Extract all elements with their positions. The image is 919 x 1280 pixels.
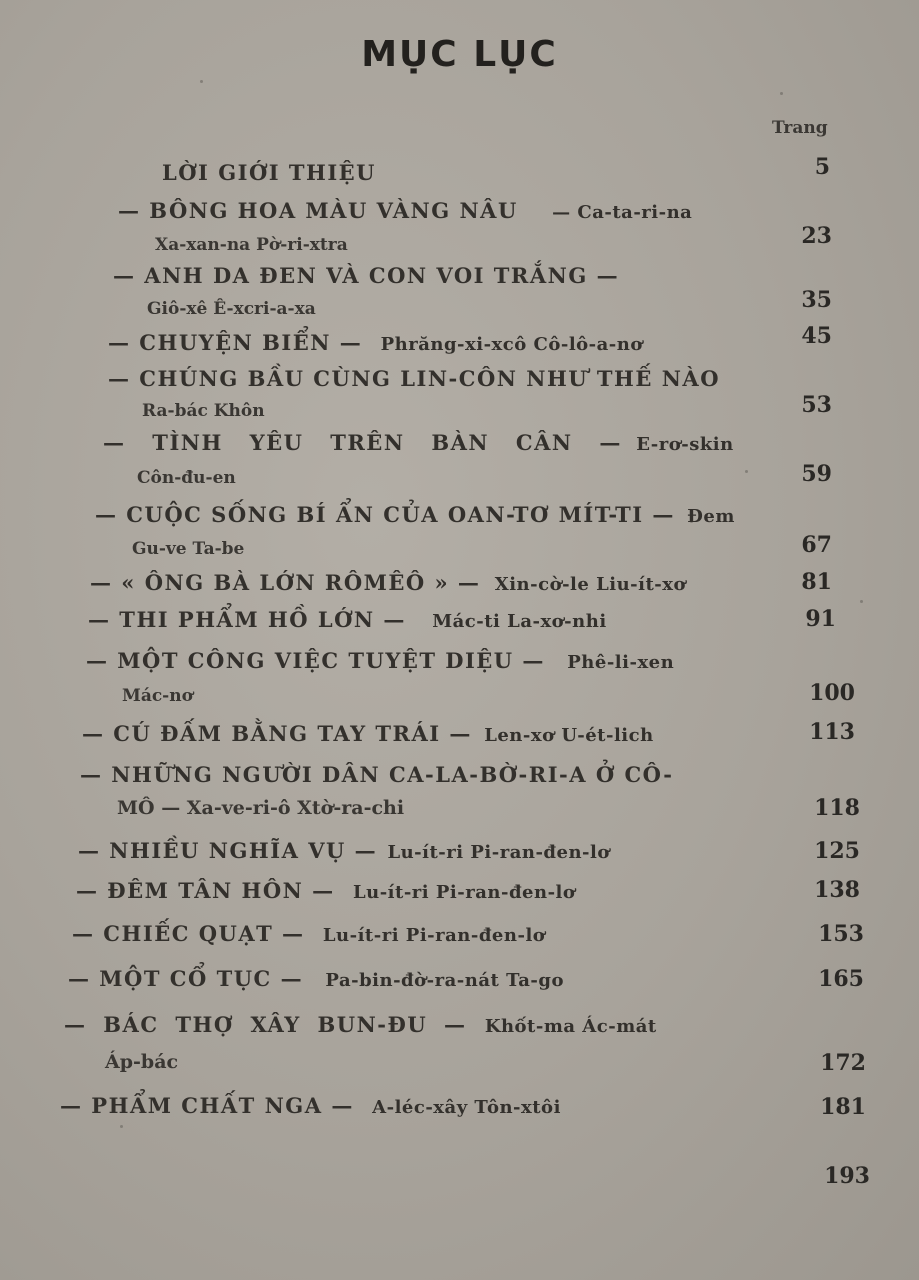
- toc-entry: [95, 502, 735, 527]
- entry-page: 53: [801, 392, 832, 418]
- entry-title: — ĐÊM TÂN HÔN —: [76, 878, 335, 903]
- toc-entry: [76, 878, 575, 903]
- entry-title: — CHIẾC QUẠT —: [72, 921, 305, 946]
- entry-title: — BÁC THỢ XÂY BUN-ĐU —: [64, 1012, 467, 1037]
- entry-page: 23: [801, 223, 832, 249]
- entry-title: — MỘT CỔ TỤC —: [68, 966, 304, 991]
- entry-author-cont: Côn-đu-en: [137, 468, 236, 488]
- entry-title: — BÔNG HOA MÀU VÀNG NÂU: [118, 198, 518, 223]
- toc-entry: [80, 762, 673, 787]
- entry-author: Pa-bin-đờ-ra-nát Ta-go: [325, 970, 564, 991]
- entry-author: Lu-ít-ri Pi-ran-đen-lơ: [387, 842, 610, 863]
- entry-author-cont: Ra-bác Khôn: [142, 401, 265, 421]
- entry-author-cont: Áp-bác: [105, 1051, 179, 1073]
- entry-author-cont: Giô-xê Ê-xcri-a-xa: [147, 299, 316, 319]
- entry-author-cont: MÔ — Xa-ve-ri-ô Xtờ-ra-chi: [117, 797, 405, 819]
- entry-page: 125: [814, 838, 860, 864]
- entry-author: Len-xơ U-ét-lich: [484, 725, 654, 746]
- entry-title: — CUỘC SỐNG BÍ ẨN CỦA OAN-TƠ MÍT-TI —: [95, 502, 675, 527]
- entry-page: 181: [820, 1094, 866, 1120]
- toc-entry: [82, 721, 654, 746]
- toc-entry: [64, 1012, 657, 1037]
- entry-title: — TÌNH YÊU TRÊN BÀN CÂN —: [103, 430, 622, 455]
- entry-page: 172: [820, 1050, 866, 1076]
- entry-page: 81: [801, 569, 832, 595]
- paper-speck: [120, 1125, 123, 1128]
- entry-author-cont: Mác-nơ: [122, 686, 193, 706]
- paper-speck: [860, 600, 863, 603]
- entry-author: Mác-ti La-xơ-nhi: [432, 611, 607, 632]
- entry-title: — NHIỀU NGHĨA VỤ —: [78, 838, 378, 863]
- entry-author: A-léc-xây Tôn-xtôi: [372, 1097, 561, 1118]
- entry-title: — ANH DA ĐEN VÀ CON VOI TRẮNG —: [113, 263, 620, 288]
- entry-page: 113: [809, 719, 855, 745]
- entry-page: 193: [824, 1163, 870, 1189]
- entry-page: 45: [801, 323, 832, 349]
- entry-title: — CHÚNG BẦU CÙNG LIN-CÔN NHƯ THẾ NÀO: [108, 366, 720, 391]
- entry-author: Xin-cờ-le Liu-ít-xơ: [494, 574, 687, 595]
- paper-speck: [780, 92, 783, 95]
- entry-title: LỜI GIỚI THIỆU: [162, 160, 376, 185]
- entry-author: Phrăng-xi-xcô Cô-lô-a-nơ: [380, 334, 643, 355]
- toc-entry: [68, 966, 564, 991]
- entry-author: Phê-li-xen: [567, 652, 675, 673]
- entry-author: — Ca-ta-ri-na: [552, 202, 693, 223]
- entry-author: Lu-ít-ri Pi-ran-đen-lơ: [322, 925, 546, 946]
- entry-page: 153: [818, 921, 864, 947]
- entry-page: 67: [801, 532, 832, 558]
- paper-speck: [745, 470, 748, 473]
- entry-page: 118: [814, 795, 860, 821]
- toc-entry: [108, 366, 720, 391]
- entry-title: — PHẨM CHẤT NGA —: [60, 1093, 354, 1118]
- toc-entry: [60, 1093, 561, 1118]
- entry-author: Lu-ít-ri Pi-ran-đen-lơ: [352, 882, 576, 903]
- toc-entry: [162, 160, 376, 185]
- entry-page: 138: [814, 877, 860, 903]
- entry-title: — « ÔNG BÀ LỚN RÔMÊÔ » —: [90, 570, 481, 595]
- toc-entry: [118, 198, 692, 223]
- entry-page: 59: [801, 461, 832, 487]
- toc-entry: [78, 838, 610, 863]
- entry-page: 100: [809, 680, 855, 706]
- page-title: MỤC LỤC: [361, 34, 558, 75]
- entry-author: E-rơ-skin: [636, 434, 734, 455]
- entry-title: — CHUYỆN BIỂN —: [108, 330, 363, 355]
- entry-title: — NHỮNG NGƯỜI DÂN CA-LA-BỜ-RI-A Ở CÔ-: [80, 762, 674, 787]
- entry-title: — MỘT CÔNG VIỆC TUYỆT DIỆU —: [86, 648, 545, 673]
- page-column-header: Trang: [772, 118, 828, 138]
- entry-author: Đem: [687, 506, 735, 527]
- paper-speck: [200, 80, 203, 83]
- toc-entry: [103, 430, 734, 455]
- entry-author-cont: Xa-xan-na Pờ-ri-xtra: [155, 235, 348, 255]
- toc-entry: [90, 570, 686, 595]
- entry-page: 35: [801, 287, 832, 313]
- toc-entry: [86, 648, 674, 673]
- entry-page: 5: [814, 154, 830, 180]
- toc-entry: [108, 330, 643, 355]
- entry-page: 165: [818, 966, 864, 992]
- toc-entry: [88, 607, 607, 632]
- entry-author: Khốt-ma Ác-mát: [484, 1016, 657, 1037]
- entry-page: 91: [805, 606, 836, 632]
- toc-entry: [72, 921, 545, 946]
- toc-entry: [113, 263, 619, 288]
- entry-title: — CÚ ĐẤM BẰNG TAY TRÁI —: [82, 721, 472, 746]
- entry-author-cont: Gu-ve Ta-be: [132, 539, 245, 559]
- entry-title: — THI PHẨM HỒ LỚN —: [88, 607, 406, 632]
